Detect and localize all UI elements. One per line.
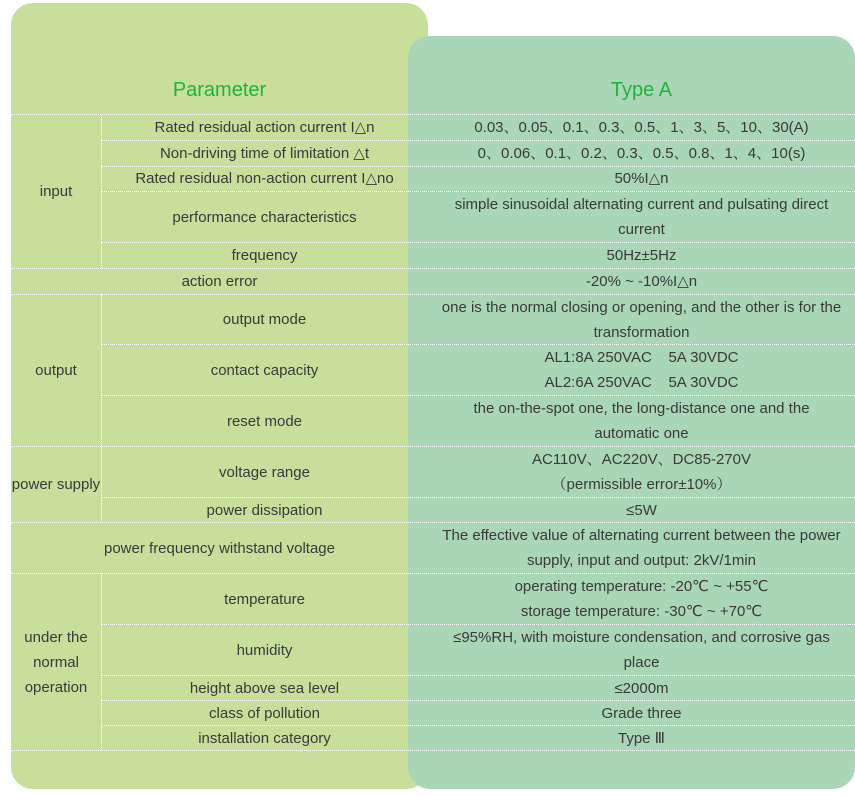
value-class-of-pollution: Grade three bbox=[601, 704, 682, 722]
label-class-of-pollution: class of pollution bbox=[209, 704, 320, 722]
label-action-error: action error bbox=[181, 273, 258, 290]
value-performance-characteristics: simple sinusoidal alternating current and pulsating direct current bbox=[454, 196, 829, 238]
label-installation-category: installation category bbox=[198, 729, 331, 747]
storage-temperature: storage temperature: -30℃ ~ +70℃ bbox=[520, 603, 763, 620]
group-input: input bbox=[39, 183, 73, 200]
value-temperature bbox=[428, 574, 855, 624]
value-voltage-range bbox=[428, 447, 855, 497]
value-frequency: 50Hz±5Hz bbox=[606, 247, 677, 264]
label-power-dissipation: power dissipation bbox=[206, 501, 323, 519]
label-voltage-range: voltage range bbox=[219, 463, 310, 481]
row-divider bbox=[11, 750, 855, 751]
label-non-action-current: Rated residual non-action current I△no bbox=[135, 170, 394, 187]
value-reset-mode: the on-the-spot one, the long-distance one and the automatic one bbox=[473, 400, 810, 442]
value-non-action-current: 50%I△n bbox=[614, 170, 669, 187]
value-installation-category: Type Ⅲ bbox=[617, 729, 666, 747]
value-non-driving-time: 0、0.06、0.1、0.2、0.3、0.5、0.8、1、4、10(s) bbox=[477, 145, 806, 162]
operating-temperature: operating temperature: -20℃ ~ +55℃ bbox=[514, 578, 769, 595]
value-output-mode: one is the normal closing or opening, and the other is for the transformation bbox=[441, 298, 842, 341]
voltage-range-values: AC110V、AC220V、DC85-270V bbox=[531, 451, 751, 468]
label-humidity: humidity bbox=[236, 641, 293, 659]
value-rated-residual-action-current: 0.03、0.05、0.1、0.3、0.5、1、3、5、10、30(A) bbox=[474, 119, 809, 136]
value-humidity: ≤95%RH, with moisture condensation, and corrosive gas place bbox=[453, 629, 830, 671]
value-contact-capacity bbox=[428, 345, 855, 395]
label-non-driving-time: Non-driving time of limitation △t bbox=[159, 145, 370, 162]
group-normal-operation: under the normal operation bbox=[24, 628, 88, 696]
value-height-above-sea-level: ≤2000m bbox=[614, 679, 669, 697]
group-power-supply: power supply bbox=[11, 476, 101, 493]
label-contact-capacity: contact capacity bbox=[210, 361, 319, 379]
group-output: output bbox=[35, 362, 77, 379]
label-height-above-sea-level: height above sea level bbox=[189, 679, 340, 697]
label-output-mode: output mode bbox=[222, 311, 307, 328]
contact-capacity-al2: AL2:6A 250VAC 5A 30VDC bbox=[544, 374, 739, 391]
value-withstand-voltage: The effective value of alternating current between the power supply, input and output: 2kV/1min bbox=[442, 527, 841, 569]
type-a-header: Type A bbox=[610, 79, 673, 101]
label-temperature: temperature bbox=[224, 590, 305, 608]
label-frequency: frequency bbox=[231, 247, 298, 264]
value-action-error: -20% ~ -10%I△n bbox=[585, 273, 698, 290]
contact-capacity-al1: AL1:8A 250VAC 5A 30VDC bbox=[544, 349, 739, 366]
value-power-dissipation: ≤5W bbox=[626, 501, 657, 519]
label-rated-residual-action-current: Rated residual action current I△n bbox=[154, 119, 375, 136]
parameter-header: Parameter bbox=[172, 79, 267, 101]
label-reset-mode: reset mode bbox=[226, 412, 303, 430]
label-performance-characteristics: performance characteristics bbox=[172, 208, 357, 226]
voltage-range-error: （permissible error±10%） bbox=[551, 476, 732, 493]
label-withstand-voltage: power frequency withstand voltage bbox=[104, 539, 335, 557]
